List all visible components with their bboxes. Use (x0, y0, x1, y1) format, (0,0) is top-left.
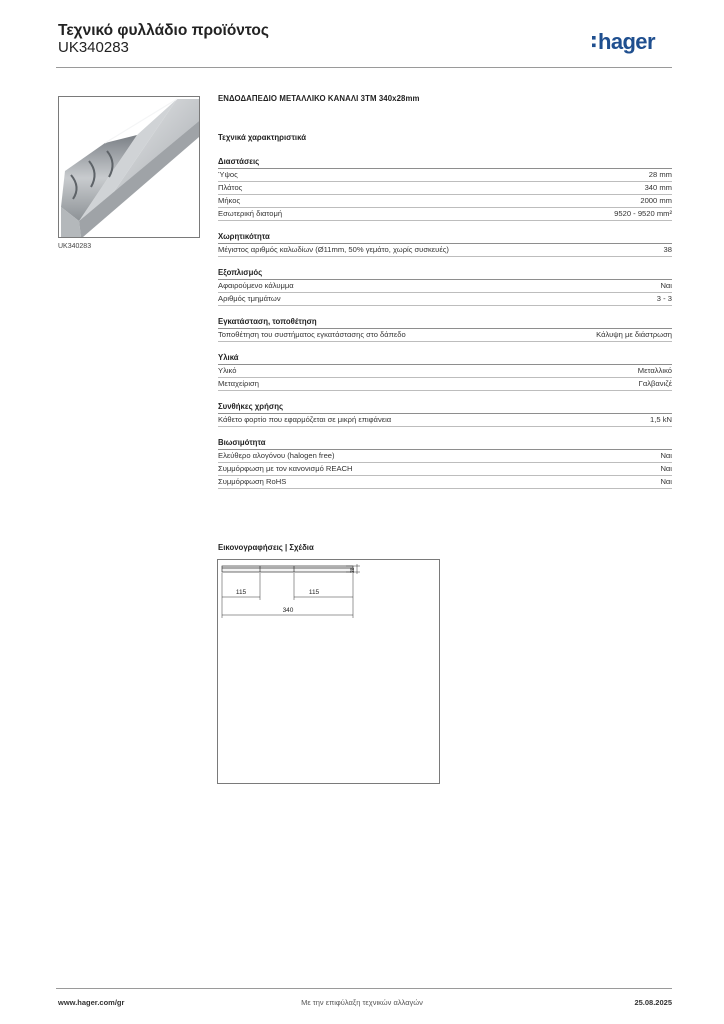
spec-value: 1,5 kN (650, 415, 672, 424)
spec-value: Κάλυψη με διάστρωση (596, 330, 672, 339)
spec-value: Γαλβανιζέ (638, 379, 672, 388)
spec-row (218, 450, 672, 463)
dim-right-label: 115 (308, 589, 320, 596)
technical-drawing (217, 559, 440, 784)
section-title: Βιωσιμότητα (218, 437, 672, 450)
spec-label: Ελεύθερο αλογόνου (halogen free) (218, 451, 335, 460)
spec-row (218, 182, 672, 195)
spec-row (218, 476, 672, 489)
spec-row (218, 280, 672, 293)
section-title: Υλικά (218, 352, 672, 365)
spec-section (218, 437, 672, 489)
spec-row (218, 365, 672, 378)
spec-row (218, 414, 672, 427)
product-title: ΕΝΔΟΔΑΠΕΔΙΟ ΜΕΤΑΛΛΙΚΟ ΚΑΝΑΛΙ 3ΤΜ 340x28mm (218, 94, 420, 103)
spec-label: Υλικό (218, 366, 237, 375)
spec-label: Κάθετο φορτίο που εφαρμόζεται σε μικρή επιφάνεια (218, 415, 392, 424)
specifications (218, 94, 672, 499)
spec-row (218, 169, 672, 182)
spec-value: Ναι (660, 281, 672, 290)
spec-label: Ύψος (218, 170, 238, 179)
spec-label: Μήκος (218, 196, 241, 205)
illustrations-heading: Εικονογραφήσεις | Σχέδια (218, 543, 314, 552)
dim-height-label: 28 (350, 567, 356, 573)
spec-section (218, 401, 672, 427)
spec-value: Ναι (660, 464, 672, 473)
spec-section (218, 231, 672, 257)
footer-divider (56, 988, 672, 989)
spec-row (218, 208, 672, 221)
spec-value: 340 mm (644, 183, 672, 192)
product-code: UK340283 (58, 39, 129, 56)
spec-row (218, 244, 672, 257)
footer-date: 25.08.2025 (634, 998, 672, 1007)
spec-label: Εσωτερική διατομή (218, 209, 283, 218)
spec-label: Συμμόρφωση με τον κανονισμό REACH (218, 464, 353, 473)
spec-row (218, 463, 672, 476)
spec-label: Πλάτος (218, 183, 243, 192)
spec-row (218, 378, 672, 391)
spec-section (218, 316, 672, 342)
section-title: Εγκατάσταση, τοποθέτηση (218, 316, 672, 329)
spec-label: Αφαιρούμενο κάλυμμα (218, 281, 294, 290)
spec-value: 3 - 3 (656, 294, 672, 303)
product-photo (58, 96, 200, 238)
section-title: Διαστάσεις (218, 156, 672, 169)
spec-row (218, 329, 672, 342)
spec-row (218, 293, 672, 306)
spec-value: 2000 mm (640, 196, 672, 205)
spec-label: Τοποθέτηση του συστήματος εγκατάστασης στο δάπεδο (218, 330, 406, 339)
spec-sections (218, 156, 672, 489)
spec-label: Αριθμός τμημάτων (218, 294, 281, 303)
spec-value: 28 mm (648, 170, 672, 179)
dim-total-label: 340 (282, 607, 294, 614)
spec-value: 9520 - 9520 mm² (614, 209, 672, 218)
spec-value: Ναι (660, 477, 672, 486)
photo-caption: UK340283 (58, 243, 92, 250)
spec-value: Μεταλλικό (637, 366, 672, 375)
duct-cross-section (222, 566, 353, 572)
document-title: Τεχνικό φυλλάδιο προϊόντος (58, 22, 269, 39)
spec-row (218, 195, 672, 208)
section-title: Εξοπλισμός (218, 267, 672, 280)
footer-website[interactable]: www.hager.com/gr (58, 998, 125, 1007)
spec-label: Συμμόρφωση RoHS (218, 477, 287, 486)
technical-features-heading: Τεχνικά χαρακτηριστικά (218, 133, 306, 142)
spec-value: Ναι (660, 451, 672, 460)
spec-section (218, 267, 672, 306)
spec-section (218, 352, 672, 391)
header-divider (56, 67, 672, 68)
dim-left-label: 115 (235, 589, 247, 596)
footer-note: Με την επιφύλαξη τεχνικών αλλαγών (301, 998, 423, 1007)
section-title: Συνθήκες χρήσης (218, 401, 672, 414)
spec-label: Μεταχείριση (218, 379, 259, 388)
section-title: Χωρητικότητα (218, 231, 672, 244)
spec-value: 38 (663, 245, 672, 254)
spec-section (218, 156, 672, 221)
svg-text:hager: hager (598, 29, 655, 54)
spec-label: Μέγιστος αριθμός καλωδίων (Ø11mm, 50% γεμάτο, χωρίς συσκευές) (218, 245, 449, 254)
hager-logo (590, 26, 676, 58)
